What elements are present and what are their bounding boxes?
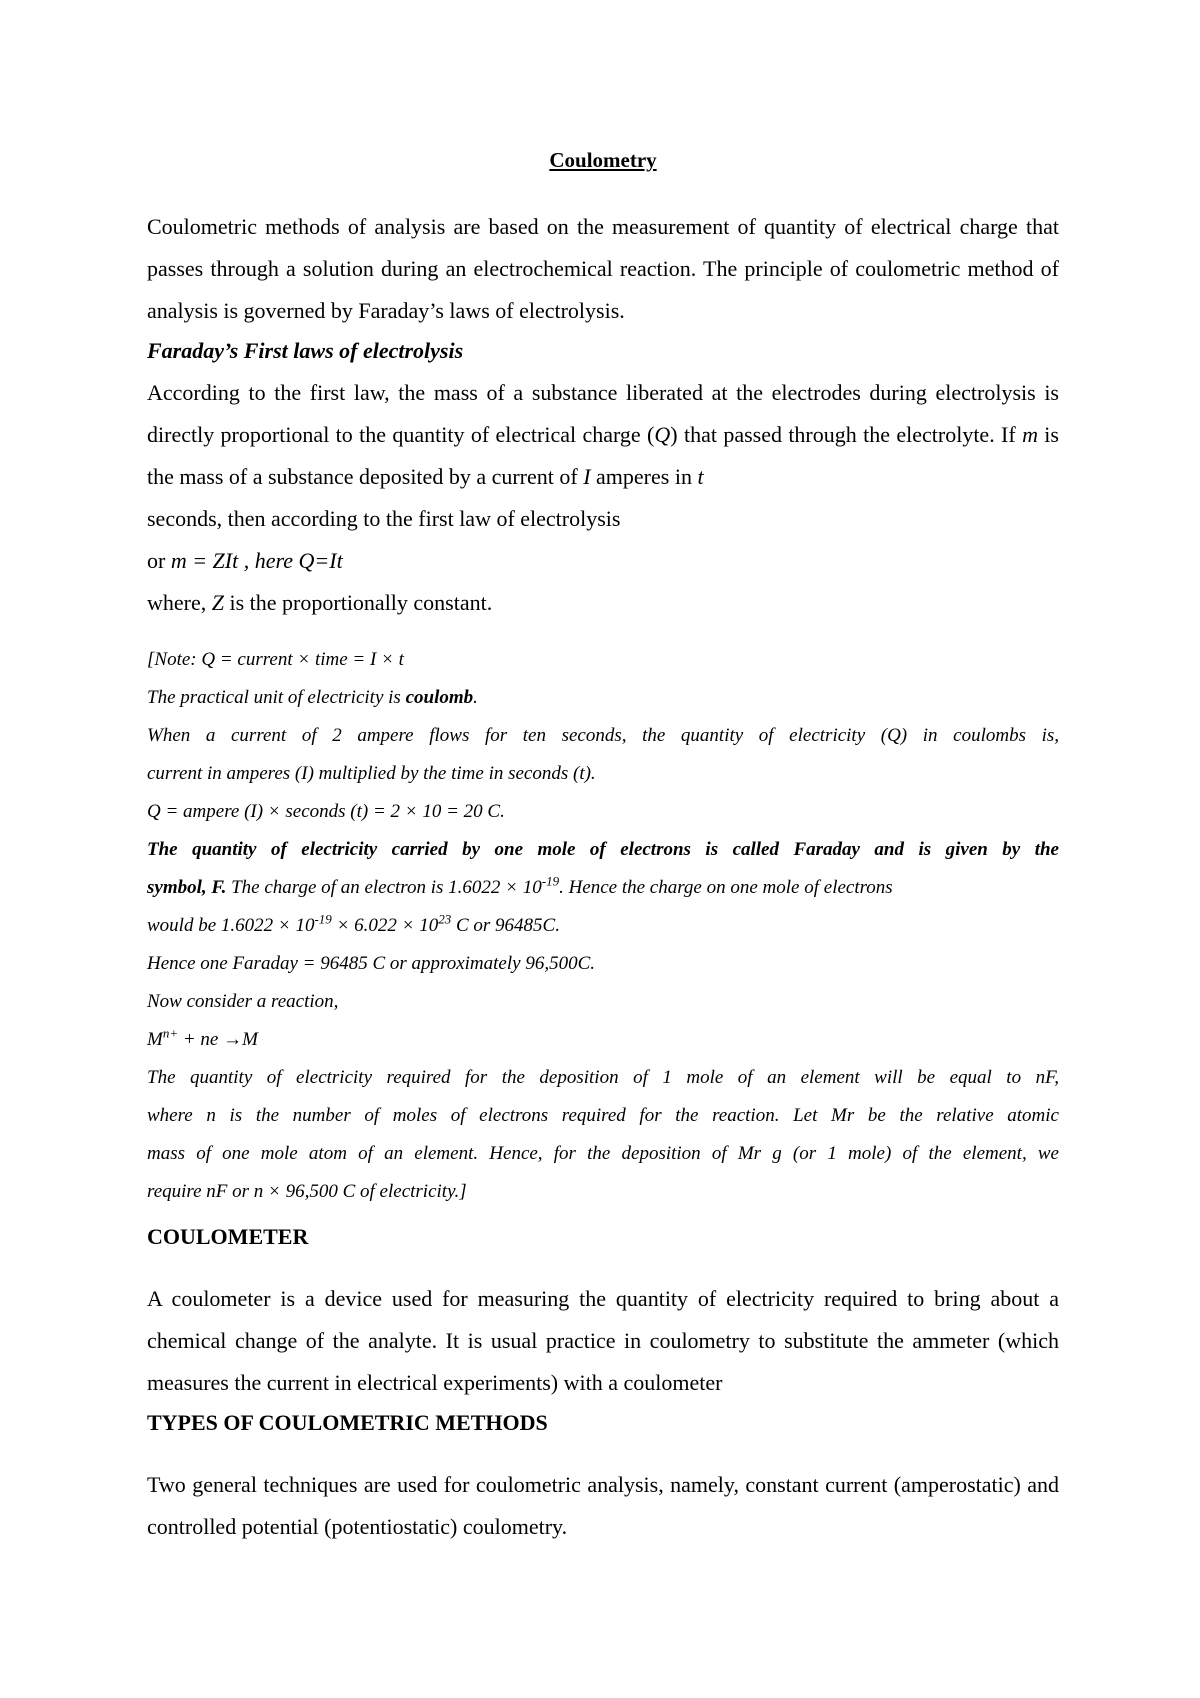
- symbol-t: t: [697, 464, 704, 489]
- note-bold-text: symbol, F.: [147, 877, 227, 898]
- note-text: C or 96485C.: [451, 915, 560, 936]
- note-superscript: 23: [438, 911, 452, 927]
- note-superscript: -19: [541, 873, 560, 889]
- note-text: .: [473, 687, 478, 708]
- note-line: [147, 907, 1059, 945]
- note-block: [147, 641, 1059, 1211]
- first-law-text-3: is the mass of a substance deposited by a current of: [147, 422, 1059, 489]
- formula-prefix: or: [147, 548, 171, 573]
- note-line: Now consider a reaction,: [147, 991, 339, 1012]
- note-line: [Note: Q = current × time = I × t: [147, 649, 404, 670]
- note-line: require nF or n × 96,500 C of electricity.]: [147, 1181, 467, 1202]
- note-line: [147, 869, 1059, 907]
- note-line: current in amperes (I) multiplied by the time in seconds (t).: [147, 763, 596, 784]
- symbol-z: Z: [211, 590, 224, 615]
- first-law-text-4: amperes in: [590, 464, 698, 489]
- first-law-heading: Faraday’s First laws of electrolysis: [147, 338, 464, 363]
- where-suffix: is the proportionally constant.: [224, 590, 493, 615]
- note-text: The charge of an electron is 1.6022 × 10: [226, 877, 542, 898]
- symbol-m: m: [1022, 422, 1038, 447]
- note-bold-text: coulomb: [405, 687, 474, 708]
- reaction-equation: [147, 1021, 1059, 1059]
- intro-paragraph: Coulometric methods of analysis are based on the measurement of quantity of electrical charge that passes through a solution during an electrochemical reaction. The principle of coulometric method of analysis is governed by Faraday’s laws of electrolysis.: [147, 214, 1059, 323]
- note-line: The quantity of electricity required for the deposition of 1 mole of an element will be equal to nF,: [147, 1067, 1059, 1088]
- page-title: Coulometry: [549, 148, 657, 172]
- types-paragraph: Two general techniques are used for coulometric analysis, namely, constant current (amperostatic) and controlled potential (potentiostatic) coulometry.: [147, 1472, 1059, 1539]
- note-line: The quantity of electricity carried by one mole of electrons is called Faraday and is given by the: [147, 839, 1059, 860]
- note-superscript: -19: [314, 911, 332, 927]
- note-line: When a current of 2 ampere flows for ten seconds, the quantity of electricity (Q) in coulombs is,: [147, 725, 1059, 746]
- note-line: mass of one mole atom of an element. Hence, for the deposition of Mr g (or 1 mole) of the element, we: [147, 1143, 1059, 1164]
- first-law-text-2: ) that passed through the electrolyte. If: [670, 422, 1023, 447]
- first-law-text-1: According to the first law, the mass of a substance liberated at the electrodes during electrolysis is directly proportional to the quantity of electrical charge (: [147, 380, 1059, 447]
- note-line: Hence one Faraday = 96485 C or approximately 96,500C.: [147, 953, 595, 974]
- coulometer-paragraph: A coulometer is a device used for measuring the quantity of electricity required to bring about a chemical change of the analyte. It is usual practice in coulometry to substitute the ammeter (which measures the current in electrical experiments) with a coulometer: [147, 1286, 1059, 1395]
- note-text: The practical unit of electricity is: [147, 687, 406, 708]
- note-text: . Hence the charge on one mole of electrons: [559, 877, 893, 898]
- coulometer-heading: COULOMETER: [147, 1224, 309, 1249]
- types-heading: TYPES OF COULOMETRIC METHODS: [147, 1410, 548, 1435]
- symbol-q: Q: [654, 422, 671, 447]
- where-line: [147, 582, 492, 624]
- formula-expression: m = ZIt , here Q=It: [170, 548, 343, 573]
- note-line: Q = ampere (I) × seconds (t) = 2 × 10 = 20 C.: [147, 801, 505, 822]
- note-text: M: [147, 1029, 163, 1050]
- symbol-i: I: [583, 464, 591, 489]
- note-text: × 6.022 × 10: [331, 915, 439, 936]
- where-prefix: where,: [147, 590, 212, 615]
- note-text: + ne →M: [178, 1029, 258, 1050]
- first-law-text-5: seconds, then according to the first law of electrolysis: [147, 506, 621, 531]
- first-law-paragraph: [147, 372, 1059, 540]
- formula-line: [147, 540, 343, 582]
- note-line: [147, 679, 1059, 717]
- note-line: where n is the number of moles of electrons required for the reaction. Let Mr be the relative atomic: [147, 1105, 1059, 1126]
- note-superscript: n+: [162, 1025, 179, 1041]
- note-text: would be 1.6022 × 10: [147, 915, 315, 936]
